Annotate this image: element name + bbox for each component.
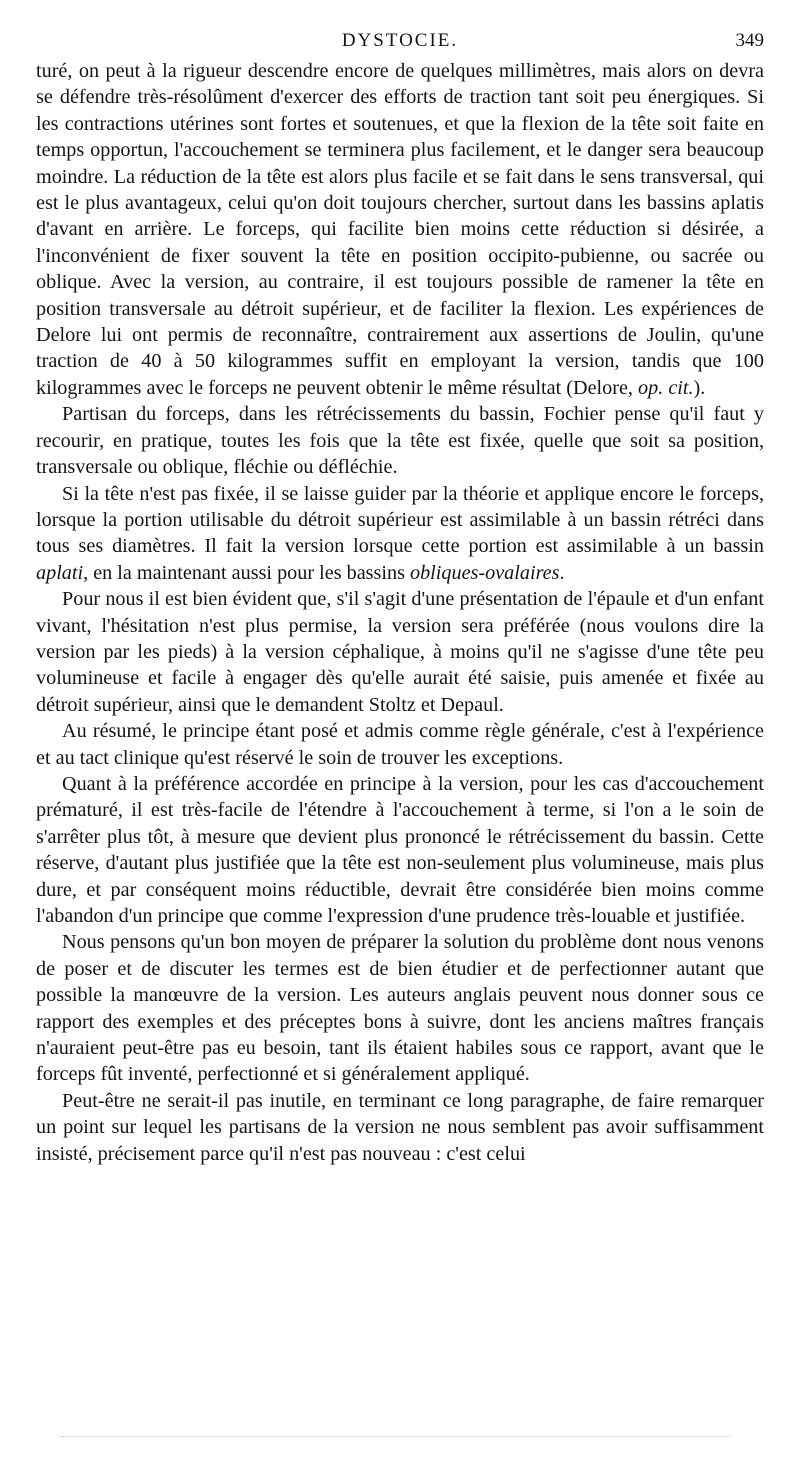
italic-text: aplati	[36, 561, 84, 584]
paragraph	[36, 586, 764, 718]
scan-artifact-line	[60, 1436, 730, 1439]
italic-text: obliques-ovalaires	[409, 561, 560, 584]
paragraph-text: Pour nous il est bien évident que, s'il s'agit d'une présentation de l'épaule et d'un enfant vivant, l'hésitation n'est plus permise, la version sera préférée (nous voulons dire la version par les pieds) à la version céphalique, à moins qu'il ne s'agisse d'une tête peu volumineuse et facile à engager dès qu'elle aurait été saisie, puis amenée et fixée au détroit supérieur, ainsi que le demandent Stoltz et Depaul.	[36, 588, 764, 716]
body-text	[36, 58, 764, 1167]
paragraph-text: Quant à la préférence accordée en principe à la version, pour les cas d'accouchement prématuré, il est très-facile de l'étendre à l'accouchement à terme, si l'on a le soin de s'arrêter plus tôt, à mesure que devient plus prononcé le rétrécissement du bassin. Cette réserve, d'autant plus justifiée que la tête est non-seulement plus volumineuse, mais plus dure, et par conséquent moins réductible, devrait être considérée bien moins comme l'abandon d'un principe que comme l'expression d'une prudence très-louable et justifiée.	[36, 772, 764, 927]
book-page	[36, 28, 764, 1167]
paragraph-text: Nous pensons qu'un bon moyen de préparer la solution du problème dont nous venons de poser et de discuter les termes est de bien étudier et de perfectionner autant que possible la manœuvre de la version. Les auteurs anglais peuvent nous donner sous ce rapport des exemples et des préceptes bons à suivre, dont les anciens maîtres français n'auraient peut-être pas eu besoin, tant ils étaient habiles sous ce rapport, avant que le forceps fût inventé, perfectionné et si généralement appliqué.	[36, 931, 764, 1086]
paragraph-text: Au résumé, le principe étant posé et admis comme règle générale, c'est à l'expérience et au tact clinique qu'est réservé le soin de trouver les exceptions.	[36, 720, 764, 769]
paragraph	[36, 718, 764, 771]
paragraph	[36, 481, 764, 587]
paragraph-text: Partisan du forceps, dans les rétrécissements du bassin, Fochier pense qu'il faut y recourir, en pratique, toutes les fois que la tête est fixée, quelle que soit sa position, transversale ou oblique, fléchie ou défléchie.	[36, 403, 764, 479]
paragraph	[36, 401, 764, 480]
italic-text: op. cit.	[638, 376, 694, 399]
running-head	[36, 28, 764, 58]
paragraph-text: Si la tête n'est pas fixée, il se laisse guider par la théorie et applique encore le forceps, lorsque la portion utilisable du détroit supérieur est assimilable à un bassin rétréci dans tous ses diamètres. Il fait la version lorsque cette portion est assimilable à un bassin	[36, 482, 764, 558]
paragraph	[36, 58, 764, 401]
paragraph	[36, 929, 764, 1087]
paragraph-text: Peut-être ne serait-il pas inutile, en terminant ce long paragraphe, de faire remarquer un point sur lequel les partisans de la version ne nous semblent pas avoir suffisamment insisté, précisement parce qu'il n'est pas nouveau : c'est celui	[36, 1089, 764, 1165]
paragraph	[36, 1088, 764, 1167]
running-title: DYSTOCIE.	[341, 30, 459, 51]
paragraph-text: , en la maintenant aussi pour les bassins	[83, 561, 410, 584]
paragraph-text: .	[559, 561, 565, 584]
paragraph-text: turé, on peut à la rigueur descendre encore de quelques millimètres, mais alors on devra se défendre très-résolûment d'exercer des efforts de traction tant soit peu énergiques. Si les contractions utérines sont fortes et soutenues, et que la flexion de la tête soit faite en temps opportun, l'accouchement se terminera plus facilement, et le danger sera beaucoup moindre. La réduction de la tête est alors plus facile et se fait dans le sens transversal, qui est le plus avantageux, celui qu'on doit toujours chercher, surtout dans les bassins aplatis d'avant en arrière. Le forceps, qui facilite bien moins cette réduction si désirée, a l'inconvénient de fixer souvent la tête en position occipito-pubienne, ou sacrée ou oblique. Avec la version, au contraire, il est toujours possible de ramener la tête en position transversale au détroit supérieur, et de faciliter la flexion. Les expériences de Delore lui ont permis de reconnaître, contrairement aux assertions de Joulin, qu'une traction de 40 à 50 kilogrammes suffit en employant la version, tandis que 100 kilogrammes avec le forceps ne peuvent obtenir le même résultat (Delore,	[36, 60, 764, 399]
page-number: 349	[735, 30, 764, 51]
paragraph	[36, 771, 764, 929]
paragraph-text: ).	[693, 376, 706, 399]
